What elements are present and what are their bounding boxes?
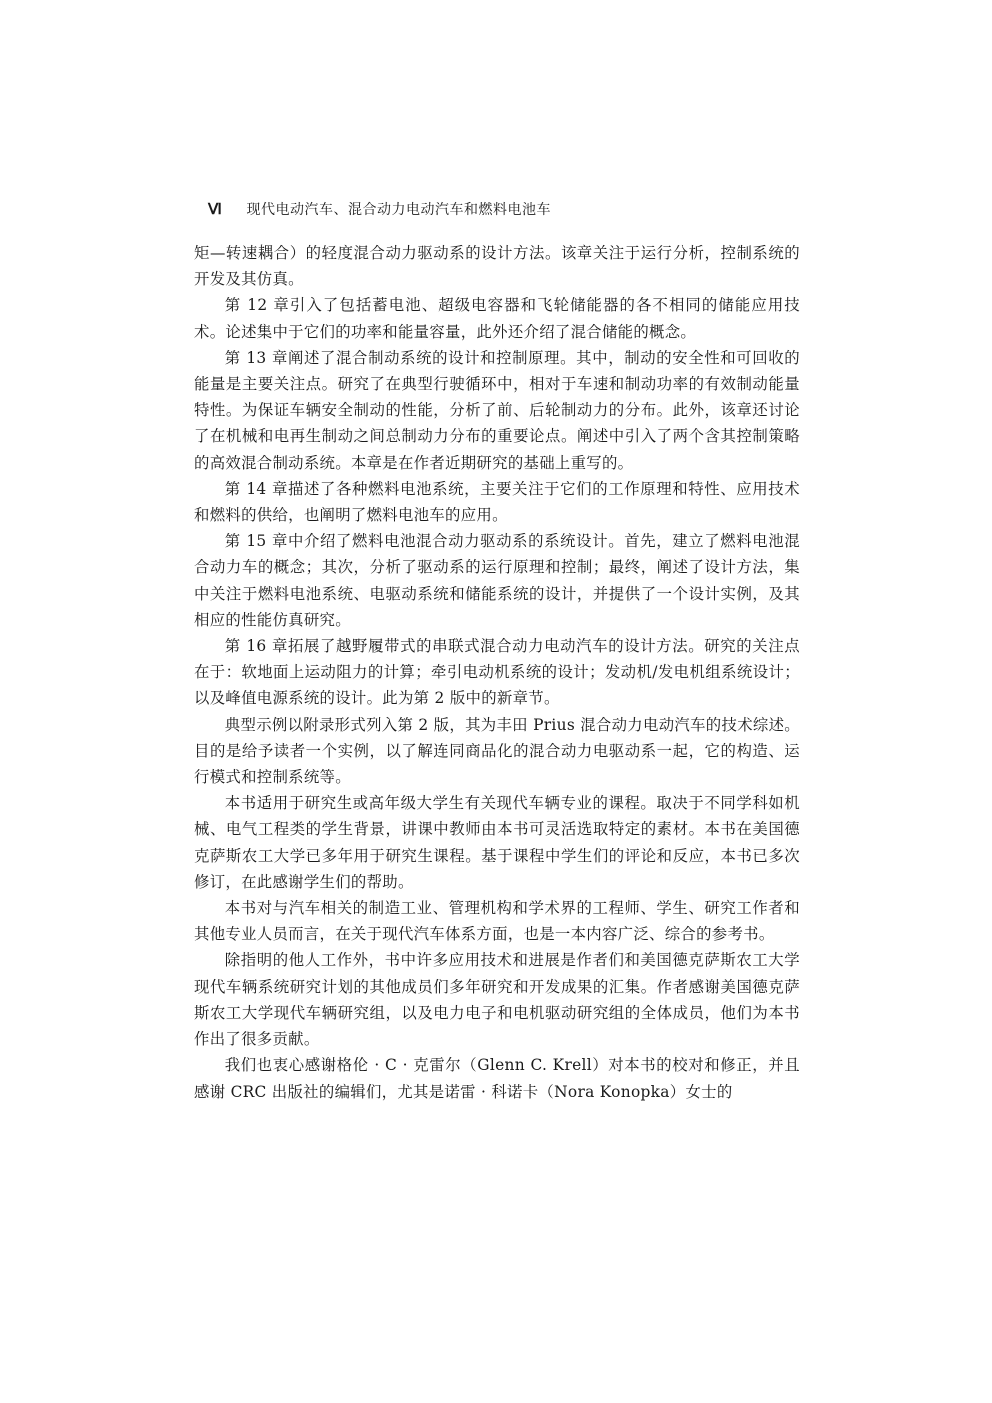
running-header [208, 199, 808, 221]
paragraph-chapter-14: 第 14 章描述了各种燃料电池系统，主要关注于它们的工作原理和特性、应用技术和燃料的供给，也阐明了燃料电池车的应用。 [194, 479, 800, 525]
body-text [194, 240, 800, 1105]
paragraph-contributors: 除指明的他人工作外，书中许多应用技术和进展是作者们和美国德克萨斯农工大学现代车辆系统研究计划的其他成员们多年研究和开发成果的汇集。作者感谢美国德克萨斯农工大学现代车辆研究组，以及电力电子和电机驱动研究组的全体成员，他们为本书作出了很多贡献。 [194, 951, 800, 1049]
paragraph-continued: 矩—转速耦合）的轻度混合动力驱动系的设计方法。该章关注于运行分析，控制系统的开发及其仿真。 [194, 244, 800, 289]
paragraph-acknowledgements: 我们也衷心感谢格伦 · C · 克雷尔（Glenn C. Krell）对本书的校对和修正，并且感谢 CRC 出版社的编辑们，尤其是诺雷 · 科诺卡（Nora Konopka）女士的 [194, 1056, 800, 1101]
paragraph-audience: 本书适用于研究生或高年级大学生有关现代车辆专业的课程。取决于不同学科如机械、电气工程类的学生背景，讲课中教师由本书可灵活选取特定的素材。本书在美国德克萨斯农工大学已多年用于研究生课程。基于课程中学生们的评论和反应，本书已多次修订，在此感谢学生们的帮助。 [194, 794, 800, 891]
book-title: 现代电动汽车、混合动力电动汽车和燃料电池车 [246, 202, 551, 218]
paragraph-reference: 本书对与汽车相关的制造工业、管理机构和学术界的工程师、学生、研究工作者和其他专业人员而言，在关于现代汽车体系方面，也是一本内容广泛、综合的参考书。 [194, 899, 800, 944]
page-number: Ⅵ [208, 202, 222, 218]
paragraph-chapter-16: 第 16 章拓展了越野履带式的串联式混合动力电动汽车的设计方法。研究的关注点在于：软地面上运动阻力的计算；牵引电动机系统的设计；发动机/发电机组系统设计；以及峰值电源系统的设计。此为第 2 版中的新章节。 [194, 637, 800, 708]
paragraph-chapter-13: 第 13 章阐述了混合制动系统的设计和控制原理。其中，制动的安全性和可回收的能量是主要关注点。研究了在典型行驶循环中，相对于车速和制动功率的有效制动能量特性。为保证车辆安全制动的性能，分析了前、后轮制动力的分布。此外，该章还讨论了在机械和电再生制动之间总制动力分布的重要论点。阐述中引入了两个含其控制策略的高效混合制动系统。本章是在作者近期研究的基础上重写的。 [194, 348, 800, 472]
paragraph-chapter-12: 第 12 章引入了包括蓄电池、超级电容器和飞轮储能器的各不相同的储能应用技术。论述集中于它们的功率和能量容量，此外还介绍了混合储能的概念。 [194, 296, 800, 341]
paragraph-chapter-15: 第 15 章中介绍了燃料电池混合动力驱动系的系统设计。首先，建立了燃料电池混合动力车的概念；其次，分析了驱动系的运行原理和控制；最终，阐述了设计方法，集中关注于燃料电池系统、电驱动系统和储能系统的设计，并提供了一个设计实例，及其相应的性能仿真研究。 [194, 532, 800, 629]
paragraph-appendix: 典型示例以附录形式列入第 2 版，其为丰田 Prius 混合动力电动汽车的技术综述。目的是给予读者一个实例，以了解连同商品化的混合动力电驱动系一起，它的构造、运行模式和控制系统等。 [194, 715, 800, 787]
